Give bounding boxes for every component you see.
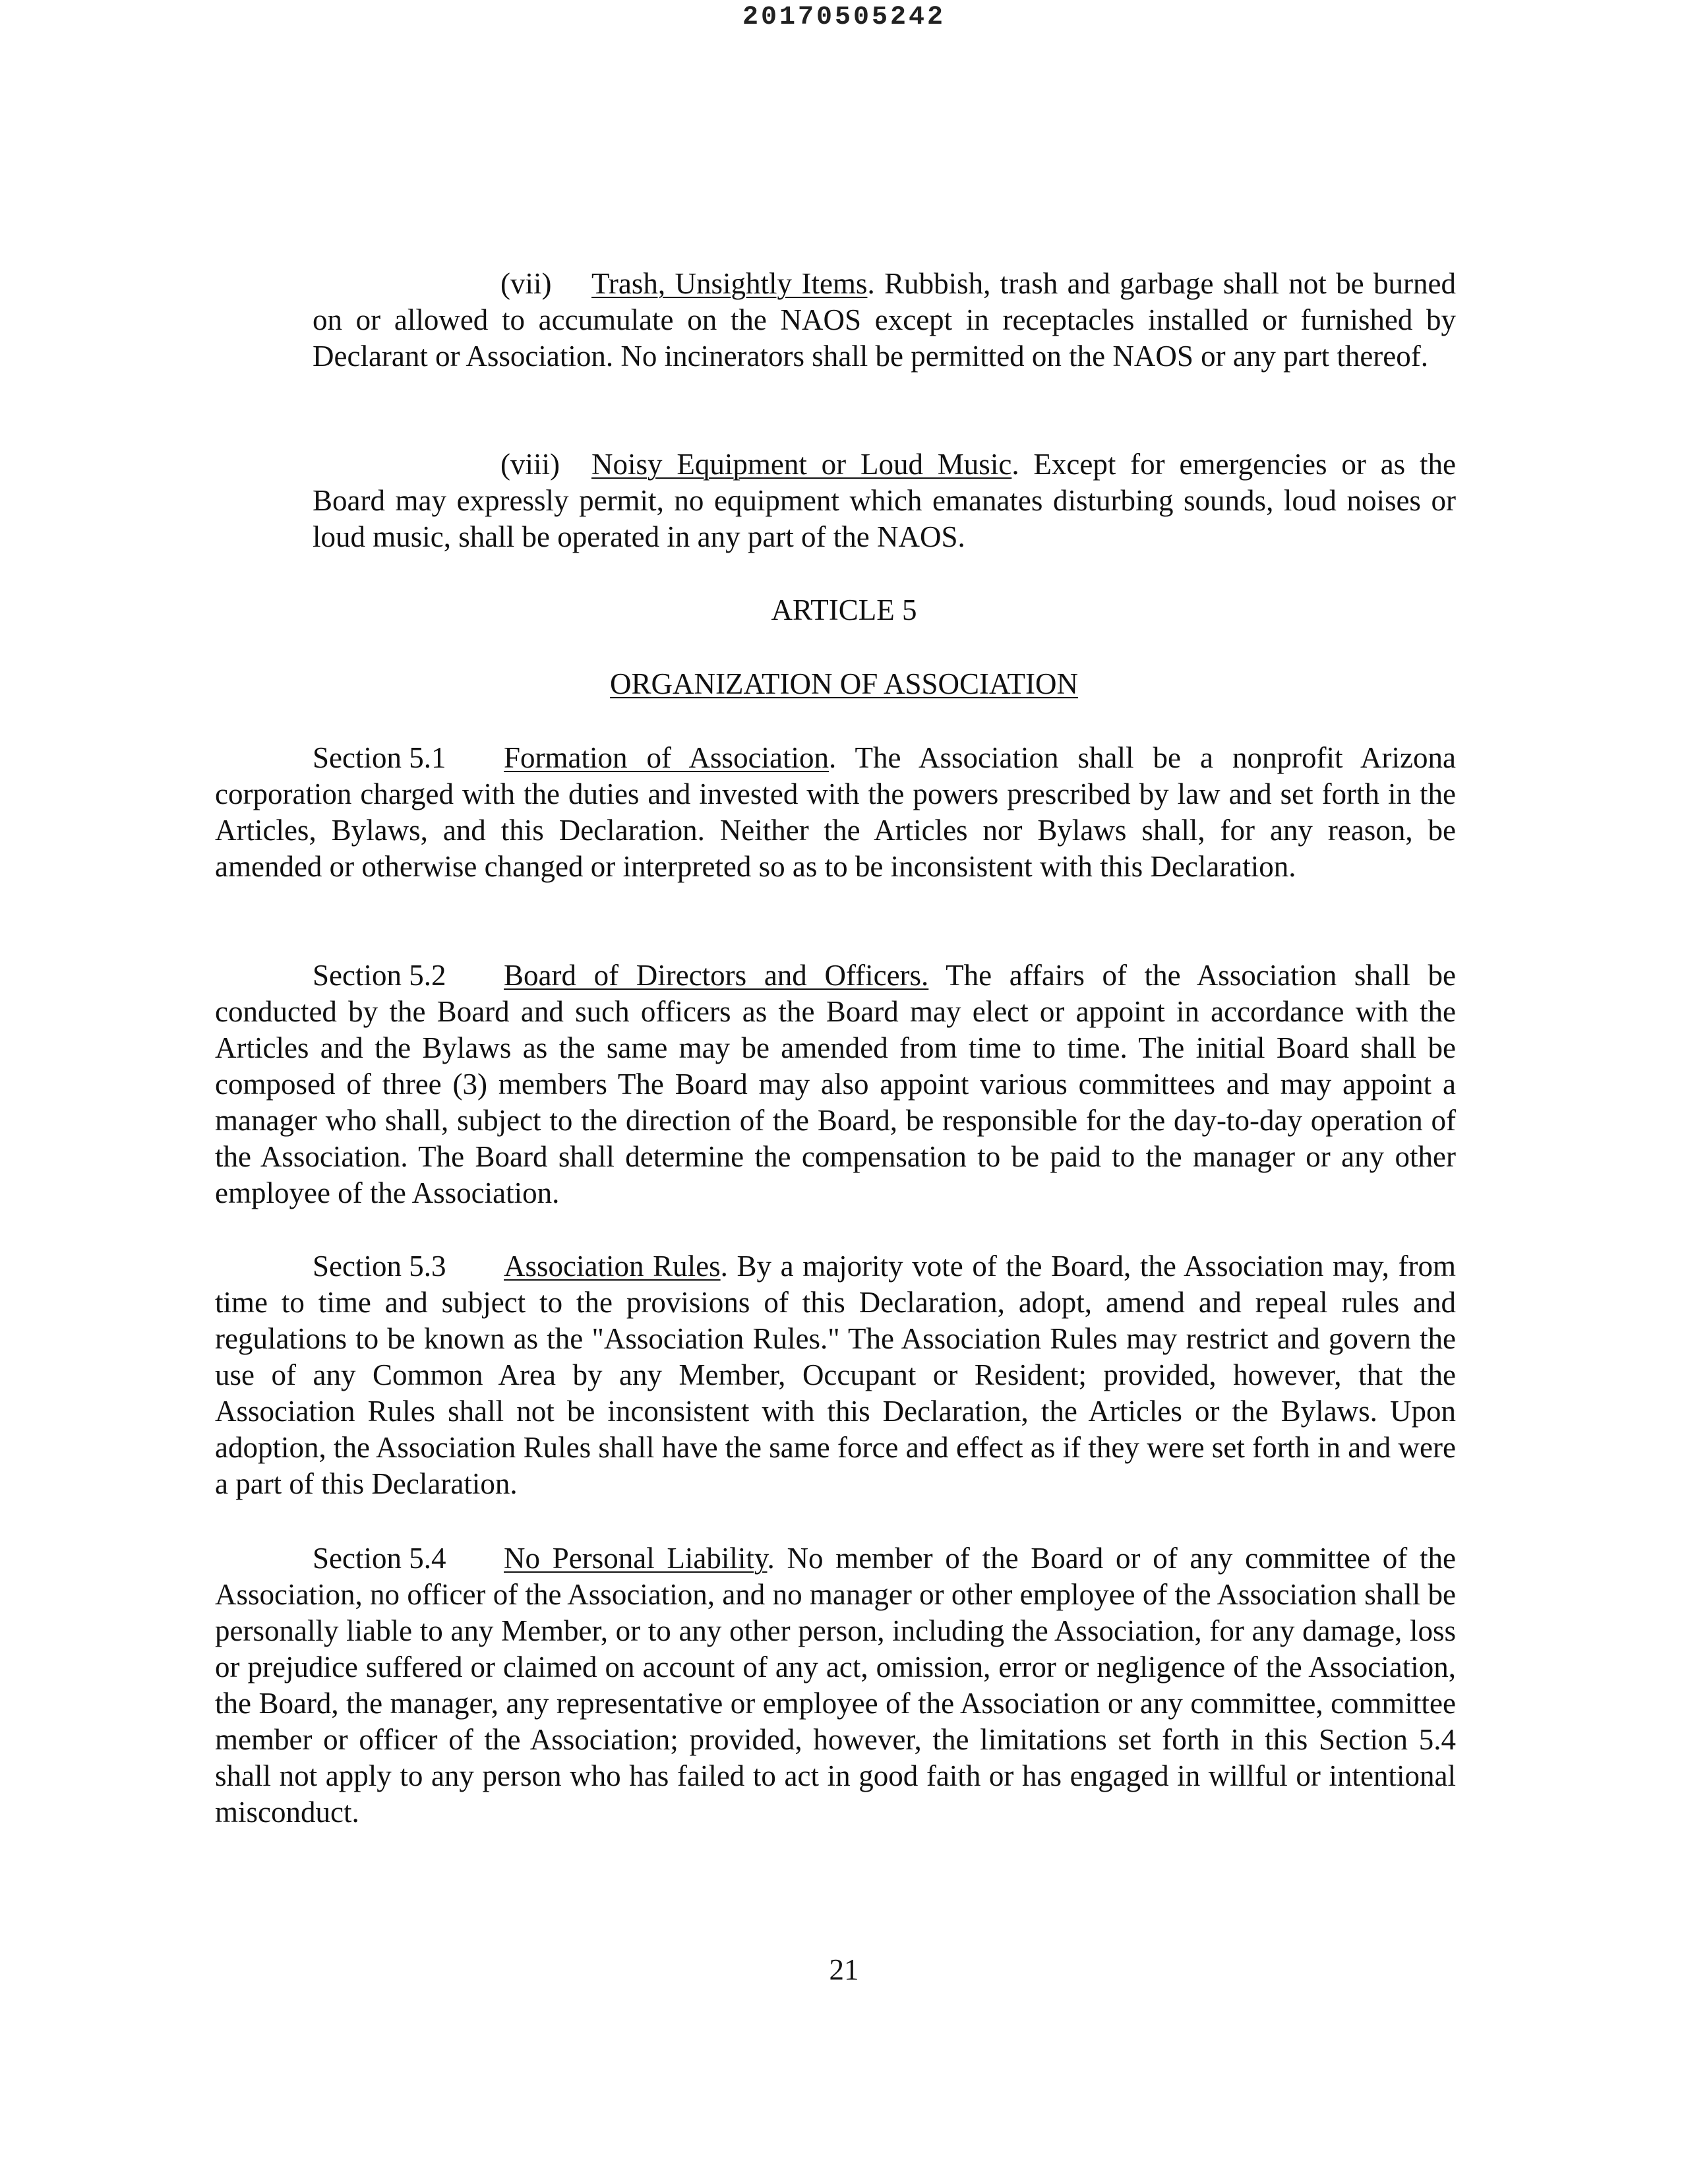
item-label: (vii) — [500, 267, 552, 300]
document-number: 20170505242 — [742, 3, 946, 32]
section-5-1 — [215, 740, 1456, 885]
item-title: Noisy Equipment or Loud Music — [591, 448, 1012, 481]
section-label: Section 5.2 — [313, 959, 446, 992]
section-title: Formation of Association — [504, 741, 829, 774]
page-number: 21 — [829, 1953, 859, 1986]
section-title: No Personal Liability — [504, 1542, 768, 1575]
section-body: . The Association shall be a nonprofit Arizona corporation charged with the duties and invested with the powers prescribed by law and set forth in the Articles, Bylaws, and this Declaration. Neither the Articles nor Bylaws shall, for any reason, be amended or otherwise changed or interpreted so as to be inconsistent with this Declaration. — [215, 741, 1456, 883]
section-5-2 — [215, 957, 1456, 1211]
paragraph-noisy-equipment — [313, 446, 1456, 555]
article-title-text: ORGANIZATION OF ASSOCIATION — [609, 667, 1079, 700]
section-label: Section 5.3 — [313, 1250, 446, 1283]
section-title: Association Rules — [504, 1250, 721, 1283]
item-body: . Rubbish, trash and garbage shall not be burned on or allowed to accumulate on the NAOS except in receptacles installed or furnished by Declarant or Association. No incinerators shall be permitted on the NAOS or any part thereof. — [313, 267, 1456, 373]
section-body: . No member of the Board or of any committee of the Association, no officer of the Association, and no manager or other employee of the Association shall be personally liable to any Member, or to any other person, including the Association, for any damage, loss or prejudice suffered or claimed on account of any act, omission, error or negligence of the Association, the Board, the manager, any representative or employee of the Association or any committee, committee member or officer of the Association; provided, however, the limitations set forth in this Section 5.4 shall not apply to any person who has failed to act in good faith or has engaged in willful or intentional misconduct. — [215, 1542, 1456, 1829]
item-title: Trash, Unsightly Items — [591, 267, 868, 300]
section-5-4 — [215, 1540, 1456, 1831]
section-5-3 — [215, 1248, 1456, 1502]
section-body: . By a majority vote of the Board, the Association may, from time to time and subject to the provisions of this Declaration, adopt, amend and repeal rules and regulations to be known as the "Association Rules." The Association Rules may restrict and govern the use of any Common Area by any Member, Occupant or Resident; provided, however, that the Association Rules shall not be inconsistent with this Declaration, the Articles or the Bylaws. Upon adoption, the Association Rules shall have the same force and effect as if they were set forth in and were a part of this Declaration. — [215, 1250, 1456, 1500]
paragraph-trash-unsightly-items — [313, 266, 1456, 375]
section-body: The affairs of the Association shall be conducted by the Board and such officers as the Board may elect or appoint in accordance with the Articles and the Bylaws as the same may be amended from time to time. The initial Board shall be composed of three (3) members The Board may also appoint various committees and may appoint a manager who shall, subject to the direction of the Board, be responsible for the day-to-day operation of the Association. The Board shall determine the compensation to be paid to the manager or any other employee of the Association. — [215, 959, 1457, 1209]
article-number: ARTICLE 5 — [771, 593, 917, 626]
section-label: Section 5.1 — [313, 741, 446, 774]
section-label: Section 5.4 — [313, 1542, 446, 1575]
section-title: Board of Directors and Officers. — [504, 959, 929, 992]
item-label: (viii) — [500, 448, 560, 481]
item-body: . Except for emergencies or as the Board may expressly permit, no equipment which emanates disturbing sounds, loud noises or loud music, shall be operated in any part of the NAOS. — [313, 448, 1456, 553]
article-title — [0, 666, 1688, 702]
